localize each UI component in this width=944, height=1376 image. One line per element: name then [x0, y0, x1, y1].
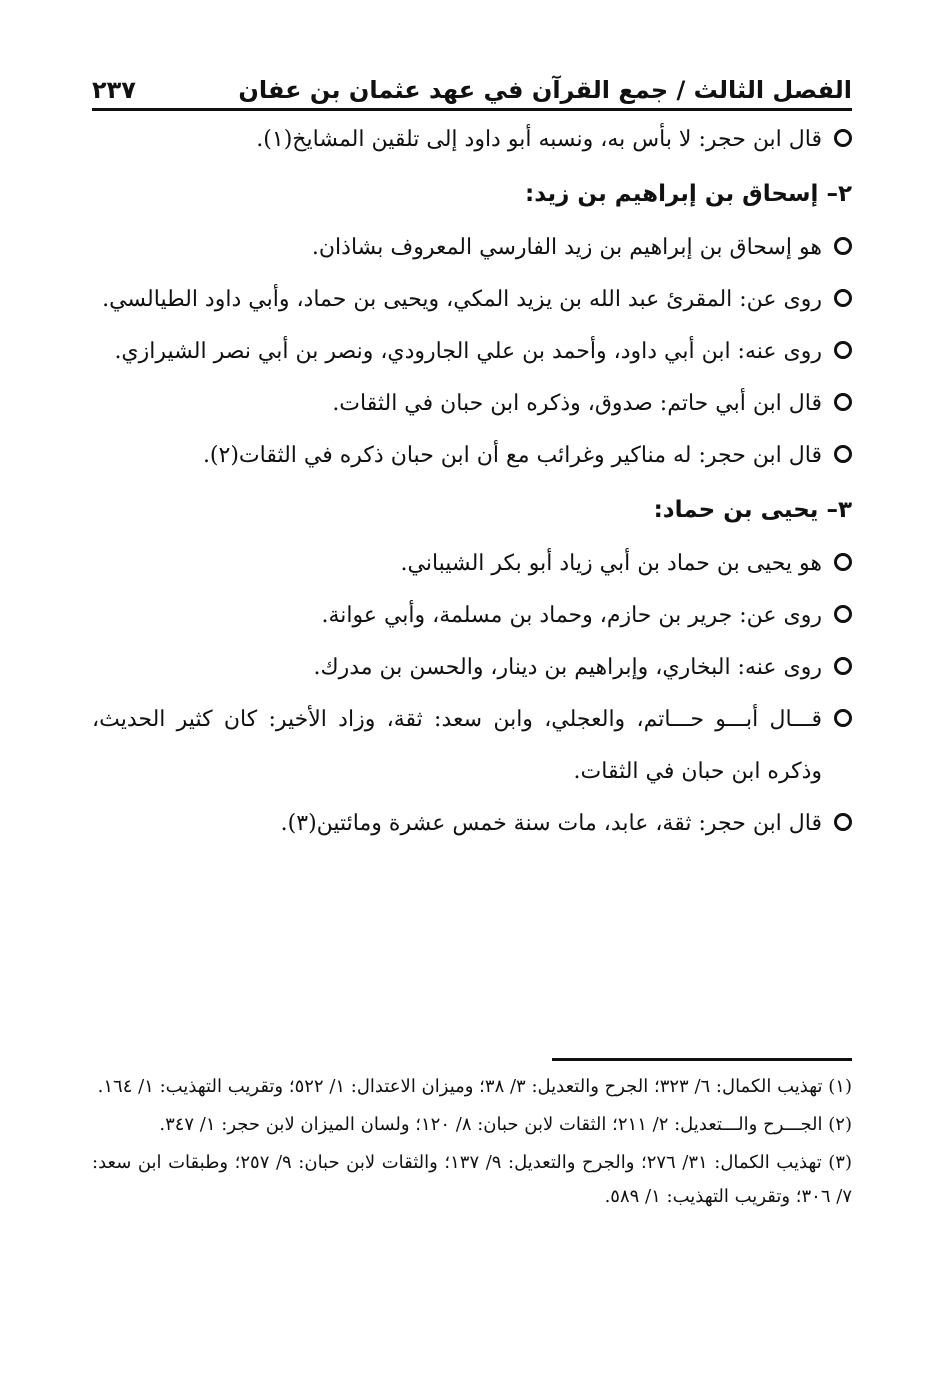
- running-header: [92, 60, 852, 111]
- bullet-text: قال ابن حجر: ثقة، عابد، مات سنة خمس عشرة ومائتين(٣).: [280, 811, 822, 836]
- bullet-text: روى عنه: البخاري، وإبراهيم بن دينار، والحسن بن مدرك.: [313, 655, 822, 680]
- list-item: [92, 114, 852, 166]
- circle-bullet-icon: [834, 341, 852, 359]
- bullet-text: روى عن: المقرئ عبد الله بن يزيد المكي، ويحيى بن حماد، وأبي داود الطيالسي.: [102, 287, 822, 312]
- list-item: [92, 378, 852, 430]
- body-text: [92, 114, 852, 850]
- bullet-text: هو إسحاق بن إبراهيم بن زيد الفارسي المعروف بشاذان.: [311, 235, 822, 260]
- bullet-text: قال ابن أبي حاتم: صدوق، وذكره ابن حبان في الثقات.: [332, 391, 822, 416]
- footnotes: [92, 1070, 852, 1218]
- list-item: [92, 642, 852, 694]
- bullet-text: روى عن: جرير بن حازم، وحماد بن مسلمة، وأبي عوانة.: [321, 603, 822, 628]
- circle-bullet-icon: [834, 129, 852, 147]
- chapter-title: الفصل الثالث / جمع القرآن في عهد عثمان بن عفان: [238, 76, 852, 104]
- list-item: [92, 222, 852, 274]
- footnote: (٢) الجـــرح والـــتعديل: ٢/ ٢١١؛ الثقات لابن حبان: ٨/ ١٢٠؛ ولسان الميزان لابن حجر: ١/ ٣٤٧.: [159, 1114, 852, 1135]
- circle-bullet-icon: [834, 237, 852, 255]
- footnote: (١) تهذيب الكمال: ٦/ ٣٢٣؛ الجرح والتعديل: ٣/ ٣٨؛ وميزان الاعتدال: ١/ ٥٢٢؛ وتقريب التهذيب: ١/ ١٦٤.: [97, 1076, 852, 1097]
- circle-bullet-icon: [834, 289, 852, 307]
- list-item: [92, 430, 852, 482]
- section-heading: ٢– إسحاق بن إبراهيم بن زيد:: [525, 181, 852, 207]
- list-item: [92, 326, 852, 378]
- bullet-text: روى عنه: ابن أبي داود، وأحمد بن علي الجارودي، ونصر بن أبي نصر الشيرازي.: [114, 339, 822, 364]
- footnote: (٣) تهذيب الكمال: ٣١/ ٢٧٦؛ والجرح والتعديل: ٩/ ١٣٧؛ والثقات لابن حبان: ٩/ ٢٥٧؛ وطبقات ابن سعد: ٧/ ٣٠٦؛ وتقريب التهذيب: ١/ ٥٨٩.: [92, 1152, 852, 1207]
- page-number: ٢٣٧: [92, 76, 136, 104]
- circle-bullet-icon: [834, 445, 852, 463]
- bullet-text: قال ابن حجر: لا بأس به، ونسبه أبو داود إلى تلقين المشايخ(١).: [256, 127, 822, 152]
- list-item: [92, 274, 852, 326]
- circle-bullet-icon: [834, 709, 852, 727]
- list-item: [92, 538, 852, 590]
- bullet-text: هو يحيى بن حماد بن أبي زياد أبو بكر الشيباني.: [400, 551, 822, 576]
- circle-bullet-icon: [834, 553, 852, 571]
- section-heading: ٣– يحيى بن حماد:: [653, 497, 852, 523]
- circle-bullet-icon: [834, 657, 852, 675]
- circle-bullet-icon: [834, 393, 852, 411]
- bullet-text: قـــال أبـــو حـــاتم، والعجلي، وابن سعد: ثقة، وزاد الأخير: كان كثير الحديث، وذكره ابن حبان في الثقات.: [92, 707, 823, 784]
- list-item: [92, 590, 852, 642]
- circle-bullet-icon: [834, 813, 852, 831]
- list-item: [92, 798, 852, 850]
- circle-bullet-icon: [834, 605, 852, 623]
- footnote-separator: [552, 1058, 852, 1061]
- bullet-text: قال ابن حجر: له مناكير وغرائب مع أن ابن حبان ذكره في الثقات(٢).: [202, 443, 822, 468]
- list-item: [92, 694, 852, 798]
